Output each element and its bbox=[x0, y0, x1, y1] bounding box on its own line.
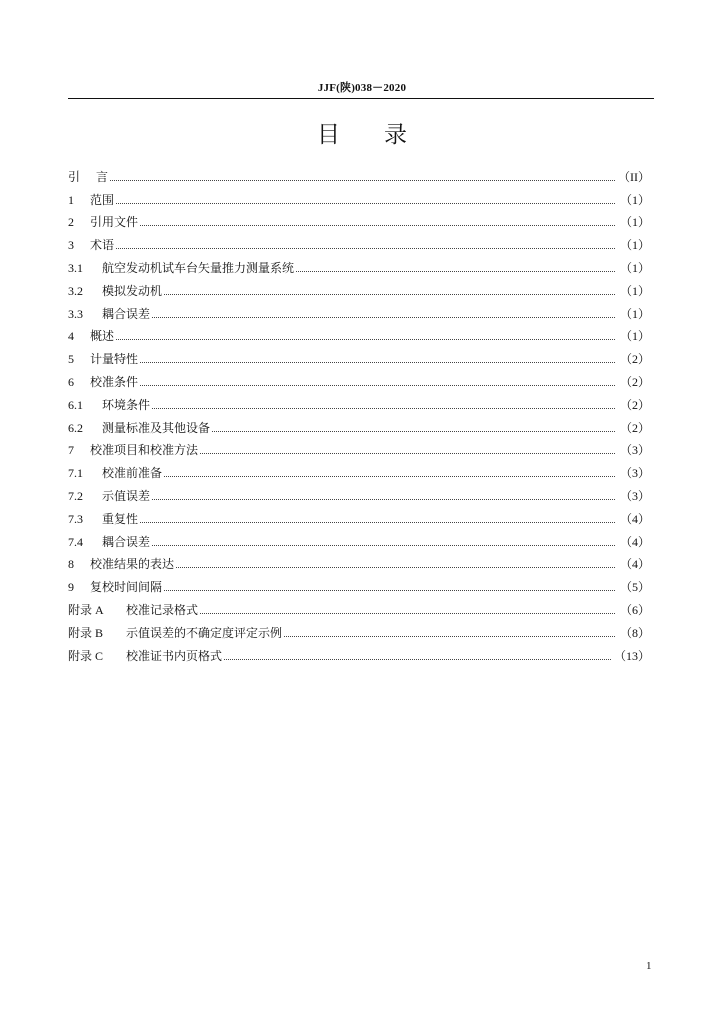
toc-entry-page: （1） bbox=[619, 283, 650, 298]
toc-entry-number: 4 bbox=[68, 329, 74, 344]
toc-entry-page: （1） bbox=[619, 192, 650, 207]
toc-entry-page: （13） bbox=[613, 648, 650, 663]
toc-entry[interactable] bbox=[68, 435, 650, 458]
toc-entry-title: 示值误差 bbox=[102, 488, 151, 503]
toc-entry-title: 范围 bbox=[90, 192, 115, 207]
toc-entry-page: （2） bbox=[619, 420, 650, 435]
toc-entry-title: 环境条件 bbox=[102, 397, 151, 412]
toc-entry[interactable] bbox=[68, 549, 650, 572]
toc-entry-page: （4） bbox=[619, 534, 650, 549]
toc-entry-title: 模拟发动机 bbox=[102, 283, 163, 298]
toc-entry-page: （2） bbox=[619, 374, 650, 389]
toc-entry[interactable] bbox=[68, 526, 650, 549]
toc-dot-leader bbox=[116, 339, 615, 340]
page-number: 1 bbox=[646, 960, 652, 972]
toc-entry-page: （5） bbox=[619, 580, 650, 595]
toc-entry-page: （1） bbox=[619, 215, 650, 230]
toc-entry-number: 3.1 bbox=[68, 260, 83, 275]
toc-entry[interactable] bbox=[68, 617, 650, 640]
toc-entry-title: 校准条件 bbox=[90, 374, 139, 389]
toc-entry-title: 校准前准备 bbox=[102, 466, 163, 481]
toc-entry[interactable] bbox=[68, 594, 650, 617]
toc-entry-number: 2 bbox=[68, 215, 74, 230]
toc-dot-leader bbox=[116, 248, 615, 249]
toc-entry-title: 校准记录格式 bbox=[126, 602, 199, 617]
toc-entry-page: （2） bbox=[619, 397, 650, 412]
toc-entry-page: （6） bbox=[619, 602, 650, 617]
toc-dot-leader bbox=[140, 385, 615, 386]
toc-entry-number: 6.2 bbox=[68, 420, 83, 435]
toc-dot-leader bbox=[284, 636, 615, 637]
toc-entry[interactable] bbox=[68, 161, 650, 184]
toc-dot-leader bbox=[152, 545, 615, 546]
toc-entry-page: （3） bbox=[619, 466, 650, 481]
toc-dot-leader bbox=[140, 522, 615, 523]
toc-dot-leader bbox=[164, 294, 615, 295]
toc-entry-title: 校准项目和校准方法 bbox=[90, 443, 199, 458]
toc-dot-leader bbox=[200, 613, 615, 614]
toc-dot-leader bbox=[140, 225, 615, 226]
toc-dot-leader bbox=[116, 203, 615, 204]
header-divider bbox=[68, 98, 654, 99]
toc-dot-leader bbox=[296, 271, 615, 272]
toc-entry[interactable] bbox=[68, 298, 650, 321]
toc-entry-page: （1） bbox=[619, 329, 650, 344]
toc-entry[interactable] bbox=[68, 571, 650, 594]
toc-entry-title: 示值误差的不确定度评定示例 bbox=[126, 625, 283, 640]
toc-dot-leader bbox=[110, 180, 615, 181]
toc-entry-title: 重复性 bbox=[102, 511, 139, 526]
toc-entry[interactable] bbox=[68, 184, 650, 207]
toc-entry-number: 3.3 bbox=[68, 306, 83, 321]
toc-dot-leader bbox=[164, 590, 615, 591]
toc-entry-number: 附录 C bbox=[68, 648, 104, 663]
toc-entry-title: 术语 bbox=[90, 238, 115, 253]
toc-entry-title: 概述 bbox=[90, 329, 115, 344]
toc-entry-page: （8） bbox=[619, 625, 650, 640]
toc-entry-number: 3 bbox=[68, 238, 74, 253]
toc-dot-leader bbox=[212, 431, 615, 432]
toc-entry-number: 8 bbox=[68, 557, 74, 572]
toc-entry-number: 7.2 bbox=[68, 488, 83, 503]
toc-entry-page: （1） bbox=[619, 238, 650, 253]
toc-entry-page: （3） bbox=[619, 443, 650, 458]
toc-entry-title: 耦合误差 bbox=[102, 306, 151, 321]
toc-entry-number: 7 bbox=[68, 443, 74, 458]
toc-entry-title: 校准证书内页格式 bbox=[126, 648, 223, 663]
toc-entry-number: 附录 A bbox=[68, 602, 104, 617]
toc-entry-page: （1） bbox=[619, 260, 650, 275]
toc-entry-title: 校准结果的表达 bbox=[90, 557, 175, 572]
toc-entry-number: 9 bbox=[68, 580, 74, 595]
toc-entry[interactable] bbox=[68, 457, 650, 480]
toc-entry-page: （4） bbox=[619, 511, 650, 526]
toc-entry-title: 言 bbox=[96, 169, 109, 184]
toc-entry[interactable] bbox=[68, 321, 650, 344]
toc-entry-number: 6.1 bbox=[68, 397, 83, 412]
toc-entry[interactable] bbox=[68, 343, 650, 366]
toc-entry[interactable] bbox=[68, 480, 650, 503]
toc-entry-page: （II） bbox=[618, 169, 650, 184]
toc-dot-leader bbox=[152, 499, 615, 500]
toc-entry-number: 1 bbox=[68, 192, 74, 207]
toc-entry-title: 耦合误差 bbox=[102, 534, 151, 549]
page-title: 目录 bbox=[317, 122, 451, 148]
toc-entry[interactable] bbox=[68, 207, 650, 230]
toc-entry-page: （4） bbox=[619, 557, 650, 572]
toc-entry-number: 附录 B bbox=[68, 625, 104, 640]
toc-entry-number: 7.1 bbox=[68, 466, 83, 481]
toc-entry-number: 3.2 bbox=[68, 283, 83, 298]
toc-entry[interactable] bbox=[68, 275, 650, 298]
toc-dot-leader bbox=[152, 408, 615, 409]
toc-entry[interactable] bbox=[68, 389, 650, 412]
toc-entry[interactable] bbox=[68, 640, 650, 663]
toc-entry-title: 航空发动机试车台矢量推力测量系统 bbox=[102, 260, 295, 275]
table-of-contents bbox=[68, 161, 650, 663]
toc-dot-leader bbox=[224, 659, 611, 660]
toc-dot-leader bbox=[140, 362, 615, 363]
toc-entry-page: （2） bbox=[619, 352, 650, 367]
toc-entry-title: 测量标准及其他设备 bbox=[102, 420, 211, 435]
toc-entry-title: 计量特性 bbox=[90, 352, 139, 367]
toc-entry-number: 引 bbox=[68, 169, 81, 184]
toc-dot-leader bbox=[176, 567, 615, 568]
toc-entry[interactable] bbox=[68, 366, 650, 389]
toc-entry-number: 6 bbox=[68, 374, 74, 389]
document-code-header: JJF(陕)038－2020 bbox=[317, 82, 407, 94]
toc-entry[interactable] bbox=[68, 252, 650, 275]
toc-entry[interactable] bbox=[68, 503, 650, 526]
toc-entry-number: 5 bbox=[68, 352, 74, 367]
toc-dot-leader bbox=[152, 317, 615, 318]
toc-entry[interactable] bbox=[68, 229, 650, 252]
toc-entry-title: 复校时间间隔 bbox=[90, 580, 163, 595]
toc-entry-page: （1） bbox=[619, 306, 650, 321]
toc-dot-leader bbox=[200, 453, 615, 454]
toc-entry-page: （3） bbox=[619, 488, 650, 503]
toc-dot-leader bbox=[164, 476, 615, 477]
toc-entry-number: 7.3 bbox=[68, 511, 83, 526]
toc-entry-title: 引用文件 bbox=[90, 215, 139, 230]
toc-entry[interactable] bbox=[68, 412, 650, 435]
toc-entry-number: 7.4 bbox=[68, 534, 83, 549]
